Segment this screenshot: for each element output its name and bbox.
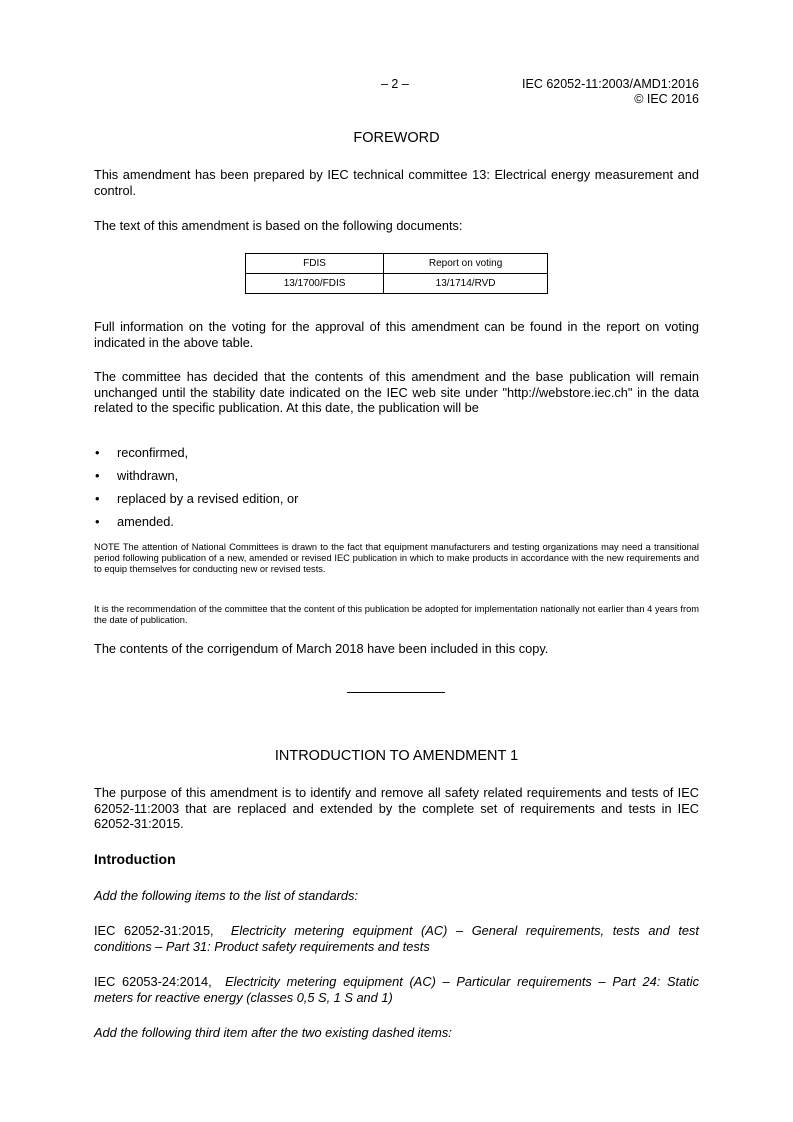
list-item	[94, 514, 298, 537]
instruction-1: Add the following items to the list of standards:	[94, 888, 358, 903]
document-reference	[522, 77, 699, 106]
foreword-paragraph-4: The committee has decided that the contents of this amendment and the base publication will remain unchanged until the stability date indicated on the IEC web site under "http://webstore.iec.ch" in the data related to the specific publication. At this date, the publication will be	[94, 369, 699, 415]
list-item-text: withdrawn,	[117, 468, 179, 483]
foreword-paragraph-3: Full information on the voting for the approval of this amendment can be found in the report on voting indicated in the above table.	[94, 319, 699, 350]
introduction-paragraph: The purpose of this amendment is to identify and remove all safety related requirements and tests of IEC 62052-11:2003 that are replaced and extended by the complete set of requirements and tests in IEC 62052-31:2015.	[94, 785, 699, 831]
instruction-2: Add the following third item after the two existing dashed items:	[94, 1025, 452, 1040]
list-item-text: replaced by a revised edition, or	[117, 491, 299, 506]
list-item	[94, 445, 298, 468]
copyright: © IEC 2016	[634, 91, 699, 106]
publication-options-list	[94, 445, 298, 537]
documents-table	[245, 253, 548, 294]
section-divider	[347, 692, 445, 693]
standard-entry-2	[94, 974, 699, 1005]
bullet-icon: •	[95, 445, 100, 460]
table-cell: 13/1700/FDIS	[246, 274, 384, 294]
foreword-paragraph-1: This amendment has been prepared by IEC technical committee 13: Electrical energy measurement and control.	[94, 167, 699, 198]
foreword-title: FOREWORD	[353, 130, 440, 146]
foreword-paragraph-2: The text of this amendment is based on the following documents:	[94, 218, 463, 233]
note: NOTE The attention of National Committees is drawn to the fact that equipment manufacturers and testing organizations may need a transitional period following publication of a new, amended or revised IEC publication in which to make products in accordance with the new requirements and to equip themselves for conducting new or revised tests.	[94, 542, 699, 574]
recommendation: It is the recommendation of the committee that the content of this publication be adopted for implementation nationally not earlier than 4 years from the date of publication.	[94, 604, 699, 625]
standard-title: Electricity metering equipment (AC) – General requirements, tests and test conditions – Part 31: Product safety requirements and tests	[94, 923, 699, 954]
bullet-icon: •	[95, 514, 100, 529]
list-item	[94, 468, 298, 491]
standard-title: Electricity metering equipment (AC) – Particular requirements – Part 24: Static meters for reactive energy (classes 0,5 S, 1 S and 1)	[94, 974, 699, 1005]
page-number: – 2 –	[381, 77, 409, 91]
table-header-cell: FDIS	[246, 254, 384, 274]
table-cell: 13/1714/RVD	[384, 274, 548, 294]
bullet-icon: •	[95, 468, 100, 483]
corrigendum-note: The contents of the corrigendum of March 2018 have been included in this copy.	[94, 641, 549, 656]
table-row	[246, 274, 548, 294]
doc-ref: IEC 62052-11:2003/AMD1:2016	[522, 77, 699, 91]
table-header-row	[246, 254, 548, 274]
list-item	[94, 491, 298, 514]
standard-ref: IEC 62052-31:2015,	[94, 923, 214, 938]
standard-ref: IEC 62053-24:2014,	[94, 974, 212, 989]
standard-entry-1	[94, 923, 699, 954]
bullet-icon: •	[95, 491, 100, 506]
table-header-cell: Report on voting	[384, 254, 548, 274]
introduction-title: INTRODUCTION TO AMENDMENT 1	[274, 748, 519, 764]
list-item-text: reconfirmed,	[117, 445, 189, 460]
introduction-subheading: Introduction	[94, 851, 176, 867]
list-item-text: amended.	[117, 514, 174, 529]
